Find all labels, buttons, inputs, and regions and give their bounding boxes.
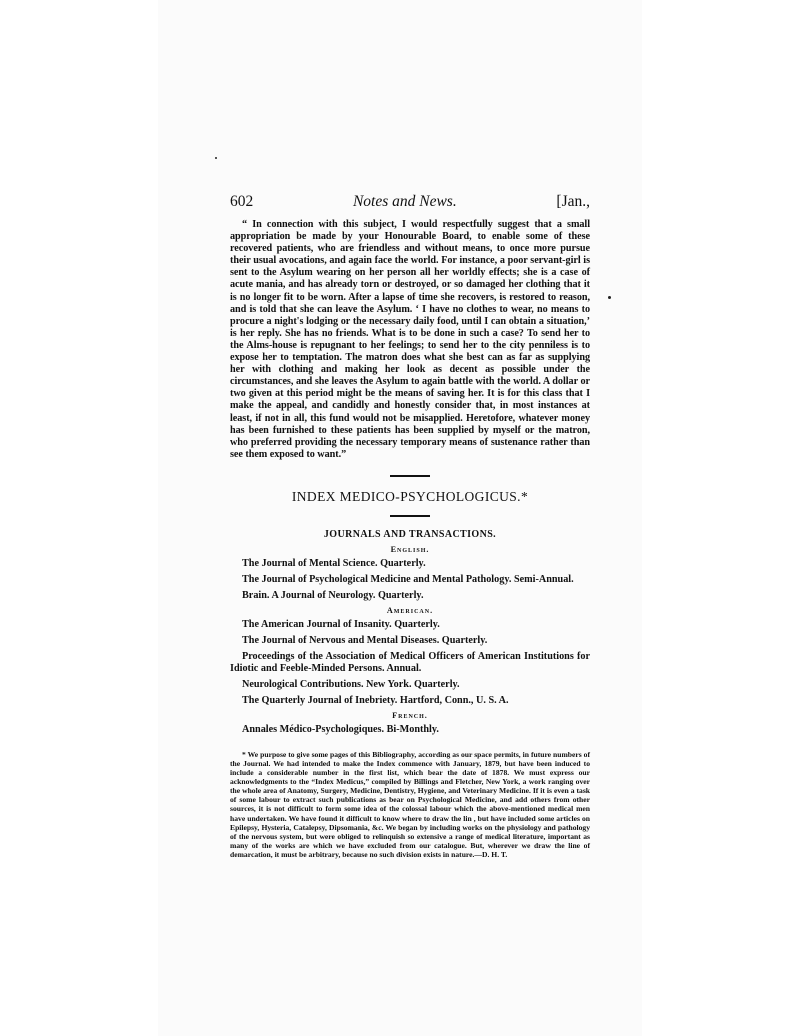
journal-entry: Neurological Contributions. New York. Quarterly. (242, 678, 460, 690)
french-heading: French. (392, 710, 428, 720)
page-number: 602 (230, 193, 254, 210)
journal-entry: The Journal of Nervous and Mental Diseases. Quarterly. (242, 634, 488, 646)
section-divider (390, 475, 430, 477)
speck-mark (215, 157, 217, 159)
title-divider (390, 515, 430, 517)
journal-entry: Brain. A Journal of Neurology. Quarterly. (242, 589, 424, 601)
journal-entry: The Journal of Mental Science. Quarterly. (242, 557, 426, 569)
american-heading: American. (386, 605, 434, 615)
index-title: INDEX MEDICO-PSYCHOLOGICUS.* (291, 488, 529, 504)
journal-entry: The Quarterly Journal of Inebriety. Hartford, Conn., U. S. A. (242, 694, 509, 706)
journal-entry: The American Journal of Insanity. Quarterly. (242, 618, 440, 630)
journal-entry: The Journal of Psychological Medicine and Mental Pathology. Semi-Annual. (242, 573, 574, 585)
running-title: Notes and News. (352, 193, 457, 210)
quote-paragraph: “ In connection with this subject, I would respectfully suggest that a small appropriation be made by your Honourable Board, to enable some of these recovered patients, who are friendless and without means, to once more pursue their usual avocations, and again face the world. For instance, a poor servant-girl is sent to the Asylum wearing on her person all her worldly effects; she is a case of acute mania, and has already torn or destroyed, or so damaged her clothing that it is no longer fit to be worn. After a lapse of time she recovers, is restored to reason, and is told that she can leave the Asylum. ‘ I have no clothes to wear, no means to procure a night's lodging or the necessary daily food, until I can obtain a situation,’ is her reply. She has no friends. What is to be done in such a case? To send her to the Alms-house is repugnant to her feelings; to send her to the city penniless is to expose her to temptation. The matron does what she best can as far as supplying her with clothing and making her look as decent as possible under the circumstances, and she leaves the Asylum to again battle with the world. A dollar or two given at this period might be the means of saving her. It is for this class that I make the appeal, and candidly and honestly consider that, in most instances at least, if not in all, this fund would not be misapplied. Heretofore, whatever money has been furnished to these patients has been supplied by myself or the matron, who preferred providing the necessary temporary means of sustenance rather than see them exposed to want.” (230, 219, 590, 460)
journals-section-title: JOURNALS AND TRANSACTIONS. (323, 528, 497, 540)
page-content (230, 193, 590, 859)
journal-entry: Annales Médico-Psychologiques. Bi-Monthly. (242, 723, 439, 735)
running-head (230, 193, 590, 211)
english-heading: English. (390, 544, 430, 554)
speck-mark (608, 296, 611, 299)
journal-entry: Proceedings of the Association of Medical Officers of American Institutions for Idiotic and Feeble-Minded Persons. Annual. (230, 650, 590, 674)
running-date: [Jan., (556, 193, 590, 210)
footnote: * We purpose to give some pages of this Bibliography, according as our space permits, in future numbers of the Journal. We had intended to make the Index commence with January, 1879, but have been induced to include a considerable number in the first list, which bear the date of 1878. We must express our acknowledgments to the “Index Medicus,” compiled by Billings and Fletcher, New York, a work ranging over the whole area of Anatomy, Surgery, Medicine, Dentistry, Hygiene, and Veterinary Medicine. If it is even a task of some labour to extract such publications as bear on Psychological Medicine, and add others from other sources, it is not difficult to form some idea of the colossal labour which the above-mentioned medical men have undertaken. We have found it difficult to know where to draw the lin , but have included some articles on Epilepsy, Hysteria, Catalepsy, Dipsomania, &c. We began by including works on the physiology and pathology of the nervous system, but were obliged to relinquish so extensive a range of medical literature, important as many of the works are which we have excluded from our catalogue. But, wherever we draw the line of demarcation, it must be arbitrary, because no such division exists in nature.—D. H. T. (230, 749, 590, 859)
